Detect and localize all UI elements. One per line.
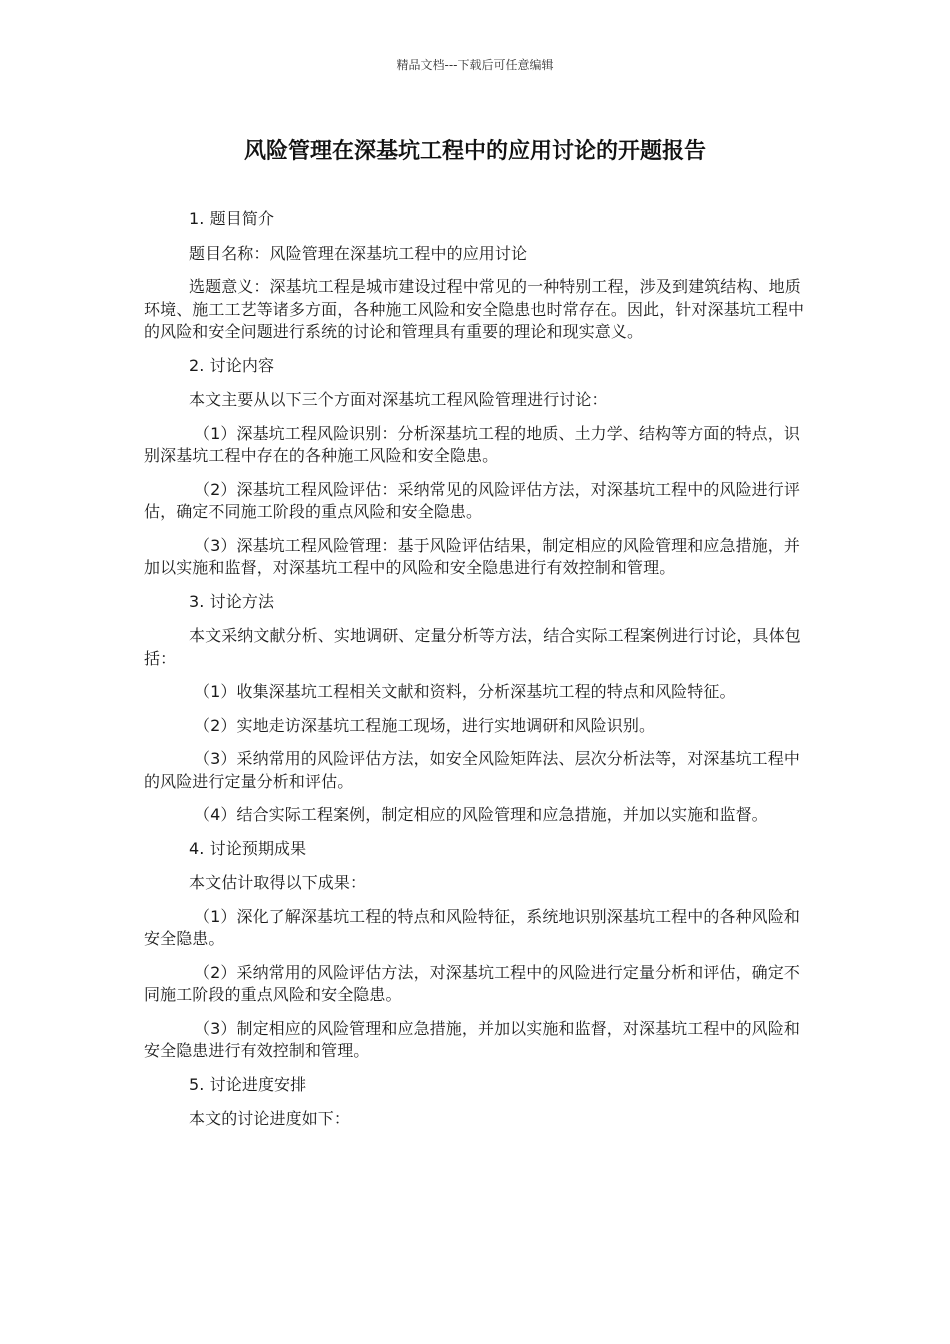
list-item: （2）深基坑工程风险评估：采纳常见的风险评估方法，对深基坑工程中的风险进行评估，确定不同施工阶段的重点风险和安全隐患。 [144,479,800,521]
section-heading: 3. 讨论方法 [189,591,275,611]
list-item: （4）结合实际工程案例，制定相应的风险管理和应急措施，并加以实施和监督。 [194,805,768,824]
list-item: （3）采纳常用的风险评估方法，如安全风险矩阵法、层次分析法等，对深基坑工程中的风险进行定量分析和评估。 [144,749,800,791]
list-item: （3）深基坑工程风险管理：基于风险评估结果，制定相应的风险管理和应急措施，并加以实施和监督，对深基坑工程中的风险和安全隐患进行有效控制和管理。 [144,535,800,577]
document-title: 风险管理在深基坑工程中的应用讨论的开题报告 [243,139,706,164]
paragraph: 选题意义：深基坑工程是城市建设过程中常见的一种特别工程，涉及到建筑结构、地质环境、施工工艺等诸多方面，各种施工风险和安全隐患也时常存在。因此，针对深基坑工程中的风险和安全问题进行系统的讨论和管理具有重要的理论和现实意义。 [144,277,805,341]
section-heading: 4. 讨论预期成果 [189,838,307,858]
section-heading: 5. 讨论进度安排 [189,1074,307,1094]
list-item: （1）收集深基坑工程相关文献和资料，分析深基坑工程的特点和风险特征。 [194,682,736,701]
paragraph: 本文采纳文献分析、实地调研、定量分析等方法，结合实际工程案例进行讨论，具体包括： [144,626,801,668]
paragraph: 本文估计取得以下成果： [189,873,367,892]
list-item: （2）采纳常用的风险评估方法，对深基坑工程中的风险进行定量分析和评估，确定不同施工阶段的重点风险和安全隐患。 [144,962,800,1004]
section-heading: 2. 讨论内容 [189,355,275,375]
list-item: （1）深基坑工程风险识别：分析深基坑工程的地质、土力学、结构等方面的特点，识别深基坑工程中存在的各种施工风险和安全隐患。 [144,423,800,465]
list-item: （3）制定相应的风险管理和应急措施，并加以实施和监督，对深基坑工程中的风险和安全隐患进行有效控制和管理。 [144,1018,800,1060]
paragraph: 本文的讨论进度如下： [189,1109,351,1128]
section-heading: 1. 题目简介 [189,209,275,228]
list-item: （2）实地走访深基坑工程施工现场，进行实地调研和风险识别。 [194,715,656,735]
paragraph: 本文主要从以下三个方面对深基坑工程风险管理进行讨论： [189,390,608,409]
running-header: 精品文档---下载后可任意编辑 [396,58,554,72]
paragraph: 题目名称：风险管理在深基坑工程中的应用讨论 [189,243,528,263]
list-item: （1）深化了解深基坑工程的特点和风险特征，系统地识别深基坑工程中的各种风险和安全隐患。 [144,906,800,948]
document-body [144,208,816,1142]
